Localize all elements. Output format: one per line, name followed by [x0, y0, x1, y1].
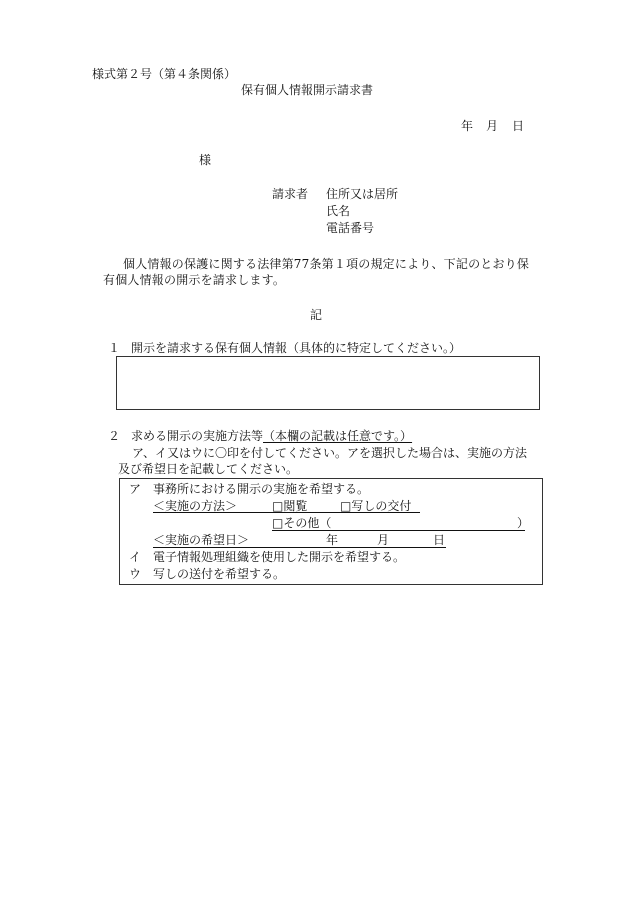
section2-title	[131, 428, 412, 444]
method-underline	[153, 512, 420, 513]
phone-label: 電話番号	[326, 221, 375, 235]
method-other-close: ）	[517, 516, 530, 530]
option-i-text: 電子情報処理組織を使用した開示を希望する。	[153, 550, 406, 564]
section1-title: 開示を請求する保有個人情報（具体的に特定してください。）	[131, 341, 462, 355]
date-month-label: 月	[486, 119, 499, 133]
option-u-mark[interactable]: ウ	[129, 567, 142, 581]
section2-instruction: ア、イ又はウに〇印を付してください。アを選択した場合は、実施の方法及び希望日を記載してください。	[118, 446, 528, 476]
section1-number: １	[108, 341, 121, 355]
date-underline[interactable]	[153, 547, 446, 548]
address-label: 住所又は居所	[326, 187, 399, 201]
document-title: 保有個人情報開示請求書	[241, 83, 374, 97]
preferred-date-day: 日	[433, 533, 446, 547]
option-a-text: 事務所における開示の実施を希望する。	[153, 482, 370, 496]
ki-marker: 記	[310, 308, 323, 322]
option-i-mark[interactable]: イ	[129, 550, 142, 564]
section2-title-main: 求める開示の実施方法等	[131, 429, 264, 443]
section2-number: ２	[108, 429, 121, 443]
requester-label: 請求者	[272, 187, 309, 201]
section1-input-box[interactable]	[116, 356, 540, 410]
date-year-label: 年	[461, 119, 474, 133]
method-copy-checkbox[interactable]: □写しの交付	[340, 499, 412, 513]
method-view-checkbox[interactable]: □閲覧	[272, 499, 308, 513]
name-label: 氏名	[326, 204, 351, 218]
method-other-checkbox[interactable]: □その他（	[272, 516, 332, 530]
date-day-label: 日	[512, 119, 525, 133]
intro-paragraph: 個人情報の保護に関する法律第77条第１項の規定により、下記のとおり保有個人情報の開示を請求します。	[103, 257, 530, 287]
date-label: ＜実施の希望日＞	[153, 533, 250, 547]
section2-title-note: （本欄の記載は任意です。）	[263, 429, 413, 443]
option-u-text: 写しの送付を希望する。	[153, 567, 286, 581]
option-a-mark[interactable]: ア	[129, 482, 142, 496]
addressee-suffix: 様	[199, 153, 212, 167]
preferred-date-year: 年	[326, 533, 339, 547]
preferred-date-month: 月	[377, 533, 390, 547]
method-label: ＜実施の方法＞	[153, 499, 238, 513]
method-other-underline[interactable]	[272, 530, 525, 531]
form-number: 様式第２号（第４条関係）	[92, 67, 237, 81]
